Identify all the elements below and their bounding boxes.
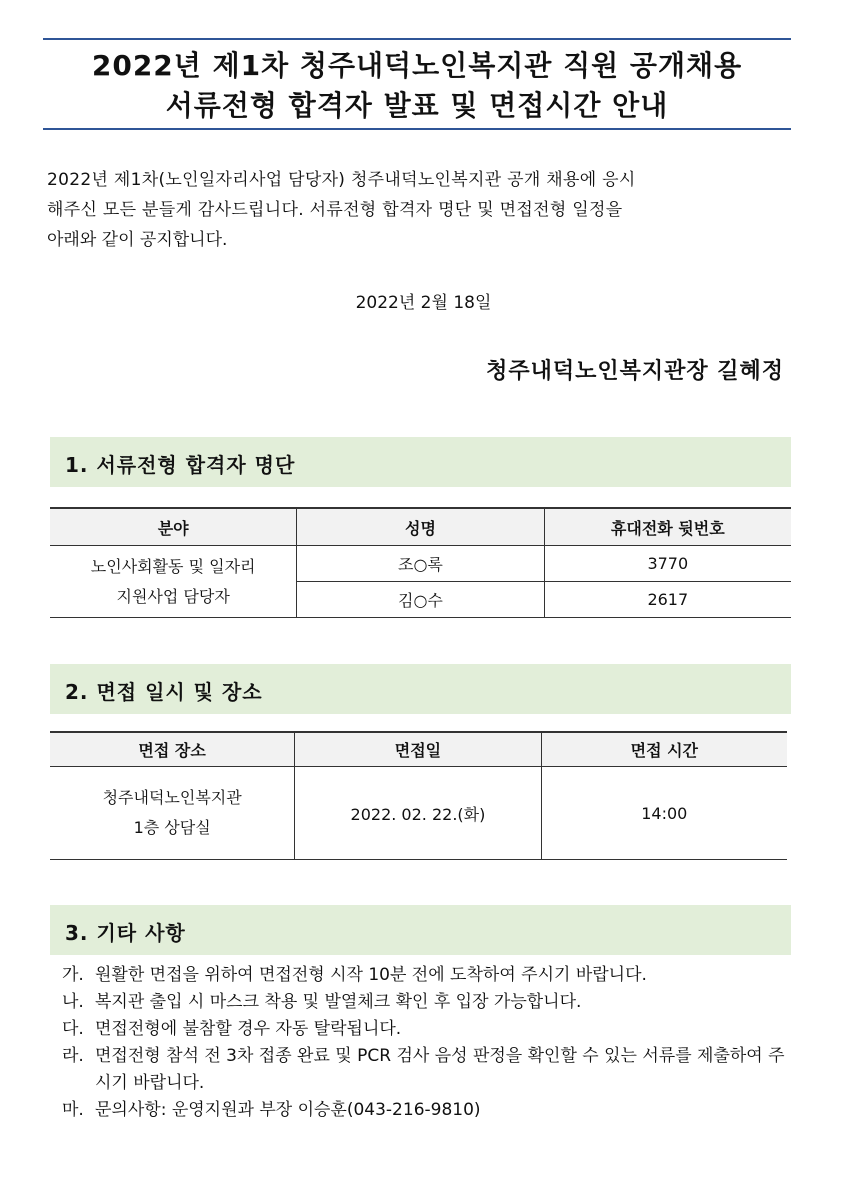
- list-text: 원활한 면접을 위하여 면접전형 시작 10분 전에 도착하여 주시기 바랍니다.: [95, 965, 647, 985]
- list-item: [62, 1043, 786, 1097]
- interview-table: [50, 731, 787, 860]
- list-item: [62, 1097, 786, 1124]
- interview-time-cell: 14:00: [541, 767, 787, 860]
- title-line-1: 2022년 제1차 청주내덕노인복지관 직원 공개채용: [91, 49, 743, 82]
- table-header-row: [50, 732, 787, 767]
- list-marker: 가.: [62, 965, 84, 985]
- list-marker: 나.: [62, 992, 84, 1012]
- column-header: 면접일: [295, 732, 541, 767]
- phone-cell: 2617: [544, 582, 791, 618]
- list-text: 면접전형 참석 전 3차 접종 완료 및 PCR 검사 음성 판정을 확인할 수 있는 서류를 제출하여 주시기 바랍니다.: [95, 1046, 785, 1093]
- notice-date: 2022년 2월 18일: [355, 293, 492, 313]
- name-cell: 조○록: [297, 546, 544, 582]
- list-marker: 라.: [62, 1046, 84, 1066]
- list-marker: 마.: [62, 1100, 84, 1120]
- list-item: [62, 962, 786, 989]
- column-header: 휴대전화 뒷번호: [544, 508, 791, 546]
- list-text: 면접전형에 불참할 경우 자동 탈락됩니다.: [95, 1019, 402, 1039]
- list-text: 문의사항: 운영지원과 부장 이승훈(043-216-9810): [95, 1100, 481, 1120]
- table-row: [50, 546, 791, 582]
- list-item: [62, 1016, 786, 1043]
- list-marker: 다.: [62, 1019, 84, 1039]
- table-header-row: [50, 508, 791, 546]
- title-line-2: 서류전형 합격자 발표 및 면접시간 안내: [165, 89, 669, 122]
- column-header: 성명: [297, 508, 544, 546]
- place-cell: [50, 767, 295, 860]
- applicants-table: [50, 507, 791, 618]
- place-line-2: 1층 상담실: [133, 818, 211, 837]
- section-1-heading: 1. 서류전형 합격자 명단: [65, 453, 296, 477]
- list-item: [62, 989, 786, 1016]
- document-title: [43, 38, 791, 130]
- section-3-heading: 3. 기타 사항: [65, 921, 186, 945]
- phone-cell: 3770: [544, 546, 791, 582]
- intro-line-3: 아래와 같이 공지합니다.: [47, 230, 228, 250]
- section-2-bar: [50, 664, 791, 714]
- field-line-1: 노인사회활동 및 일자리: [90, 556, 256, 576]
- intro-line-1: 2022년 제1차(노인일자리사업 담당자) 청주내덕노인복지관 공개 채용에 응시: [47, 170, 636, 190]
- field-cell: [50, 546, 297, 618]
- table-row: [50, 767, 787, 860]
- column-header: 면접 장소: [50, 732, 295, 767]
- intro-paragraph: [47, 165, 784, 255]
- interview-date-cell: 2022. 02. 22.(화): [295, 767, 541, 860]
- column-header: 면접 시간: [541, 732, 787, 767]
- section-3-bar: [50, 905, 791, 955]
- section-2-heading: 2. 면접 일시 및 장소: [65, 680, 263, 704]
- notes-list: [62, 962, 786, 1124]
- signer: 청주내덕노인복지관장 길혜정: [486, 359, 784, 384]
- intro-line-2: 해주신 모든 분들게 감사드립니다. 서류전형 합격자 명단 및 면접전형 일정을: [47, 200, 623, 220]
- place-line-1: 청주내덕노인복지관: [102, 788, 242, 807]
- name-cell: 김○수: [297, 582, 544, 618]
- column-header: 분야: [50, 508, 297, 546]
- field-line-2: 지원사업 담당자: [116, 586, 230, 606]
- list-text: 복지관 출입 시 마스크 착용 및 발열체크 확인 후 입장 가능합니다.: [95, 992, 582, 1012]
- section-1-bar: [50, 437, 791, 487]
